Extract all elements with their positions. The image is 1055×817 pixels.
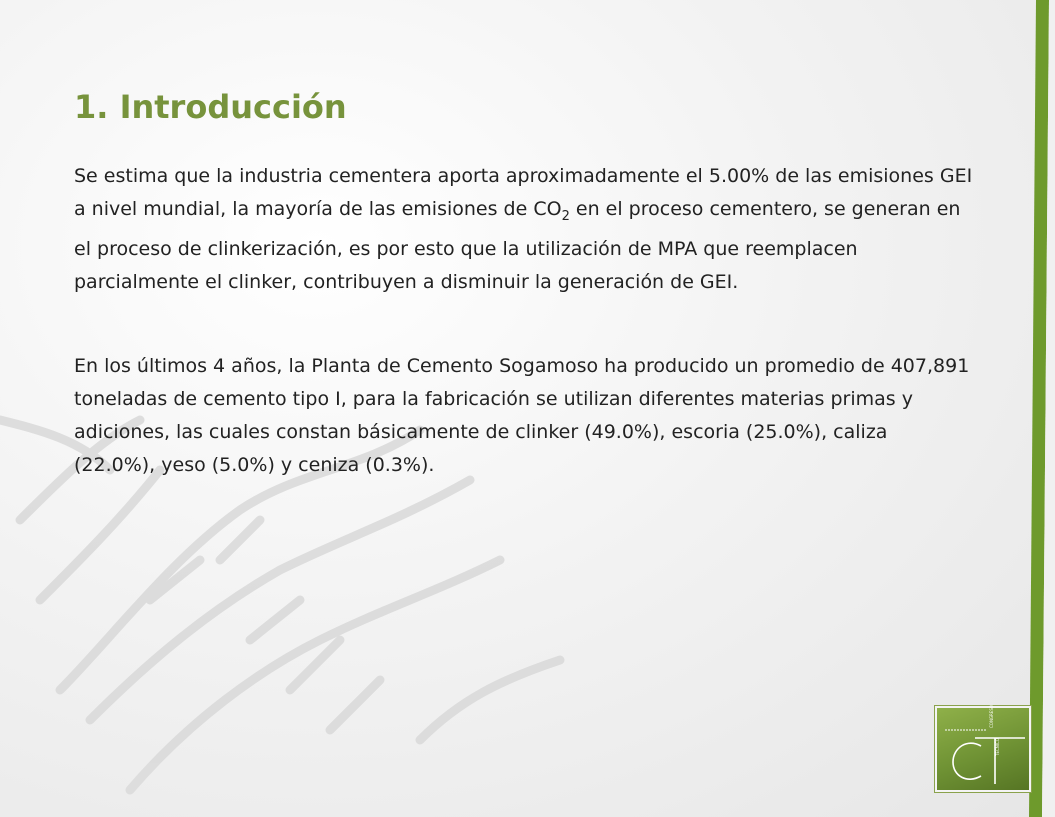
paragraph1-text-start: Se estima que la industria cementera aporta aproximadamente el 5.00% de las emisiones GEI a nivel mundial, la mayoría de las emisiones de CO [74,165,973,220]
logo-label-congreso: CONGRESO [989,704,994,728]
slide-title: 1. Introducción [74,88,347,126]
ct-logo-mark [937,708,1029,790]
production-paragraph: En los últimos 4 años, la Planta de Cemento Sogamoso ha producido un promedio de 407,891 toneladas de cemento tipo I, para la fabricación se utilizan diferentes materias primas y adiciones, las cuales constan básicamente de clinker (49.0%), escoria (25.0%), caliza (22.0%), yeso (5.0%) y ceniza (0.3%). [74,355,970,476]
paragraph1-text-end: en el proceso cementero, se generan en el proceso de clinkerización, es por esto que la utilización de MPA que reemplacen parcialmente el clinker, contribuyen a disminuir la generación de GEI. [74,198,961,293]
co2-subscript: 2 [561,208,570,224]
intro-paragraph [74,160,974,299]
congreso-tecnico-logo [935,706,1031,792]
logo-label-tecnico: TÉCNICO [995,738,1000,756]
